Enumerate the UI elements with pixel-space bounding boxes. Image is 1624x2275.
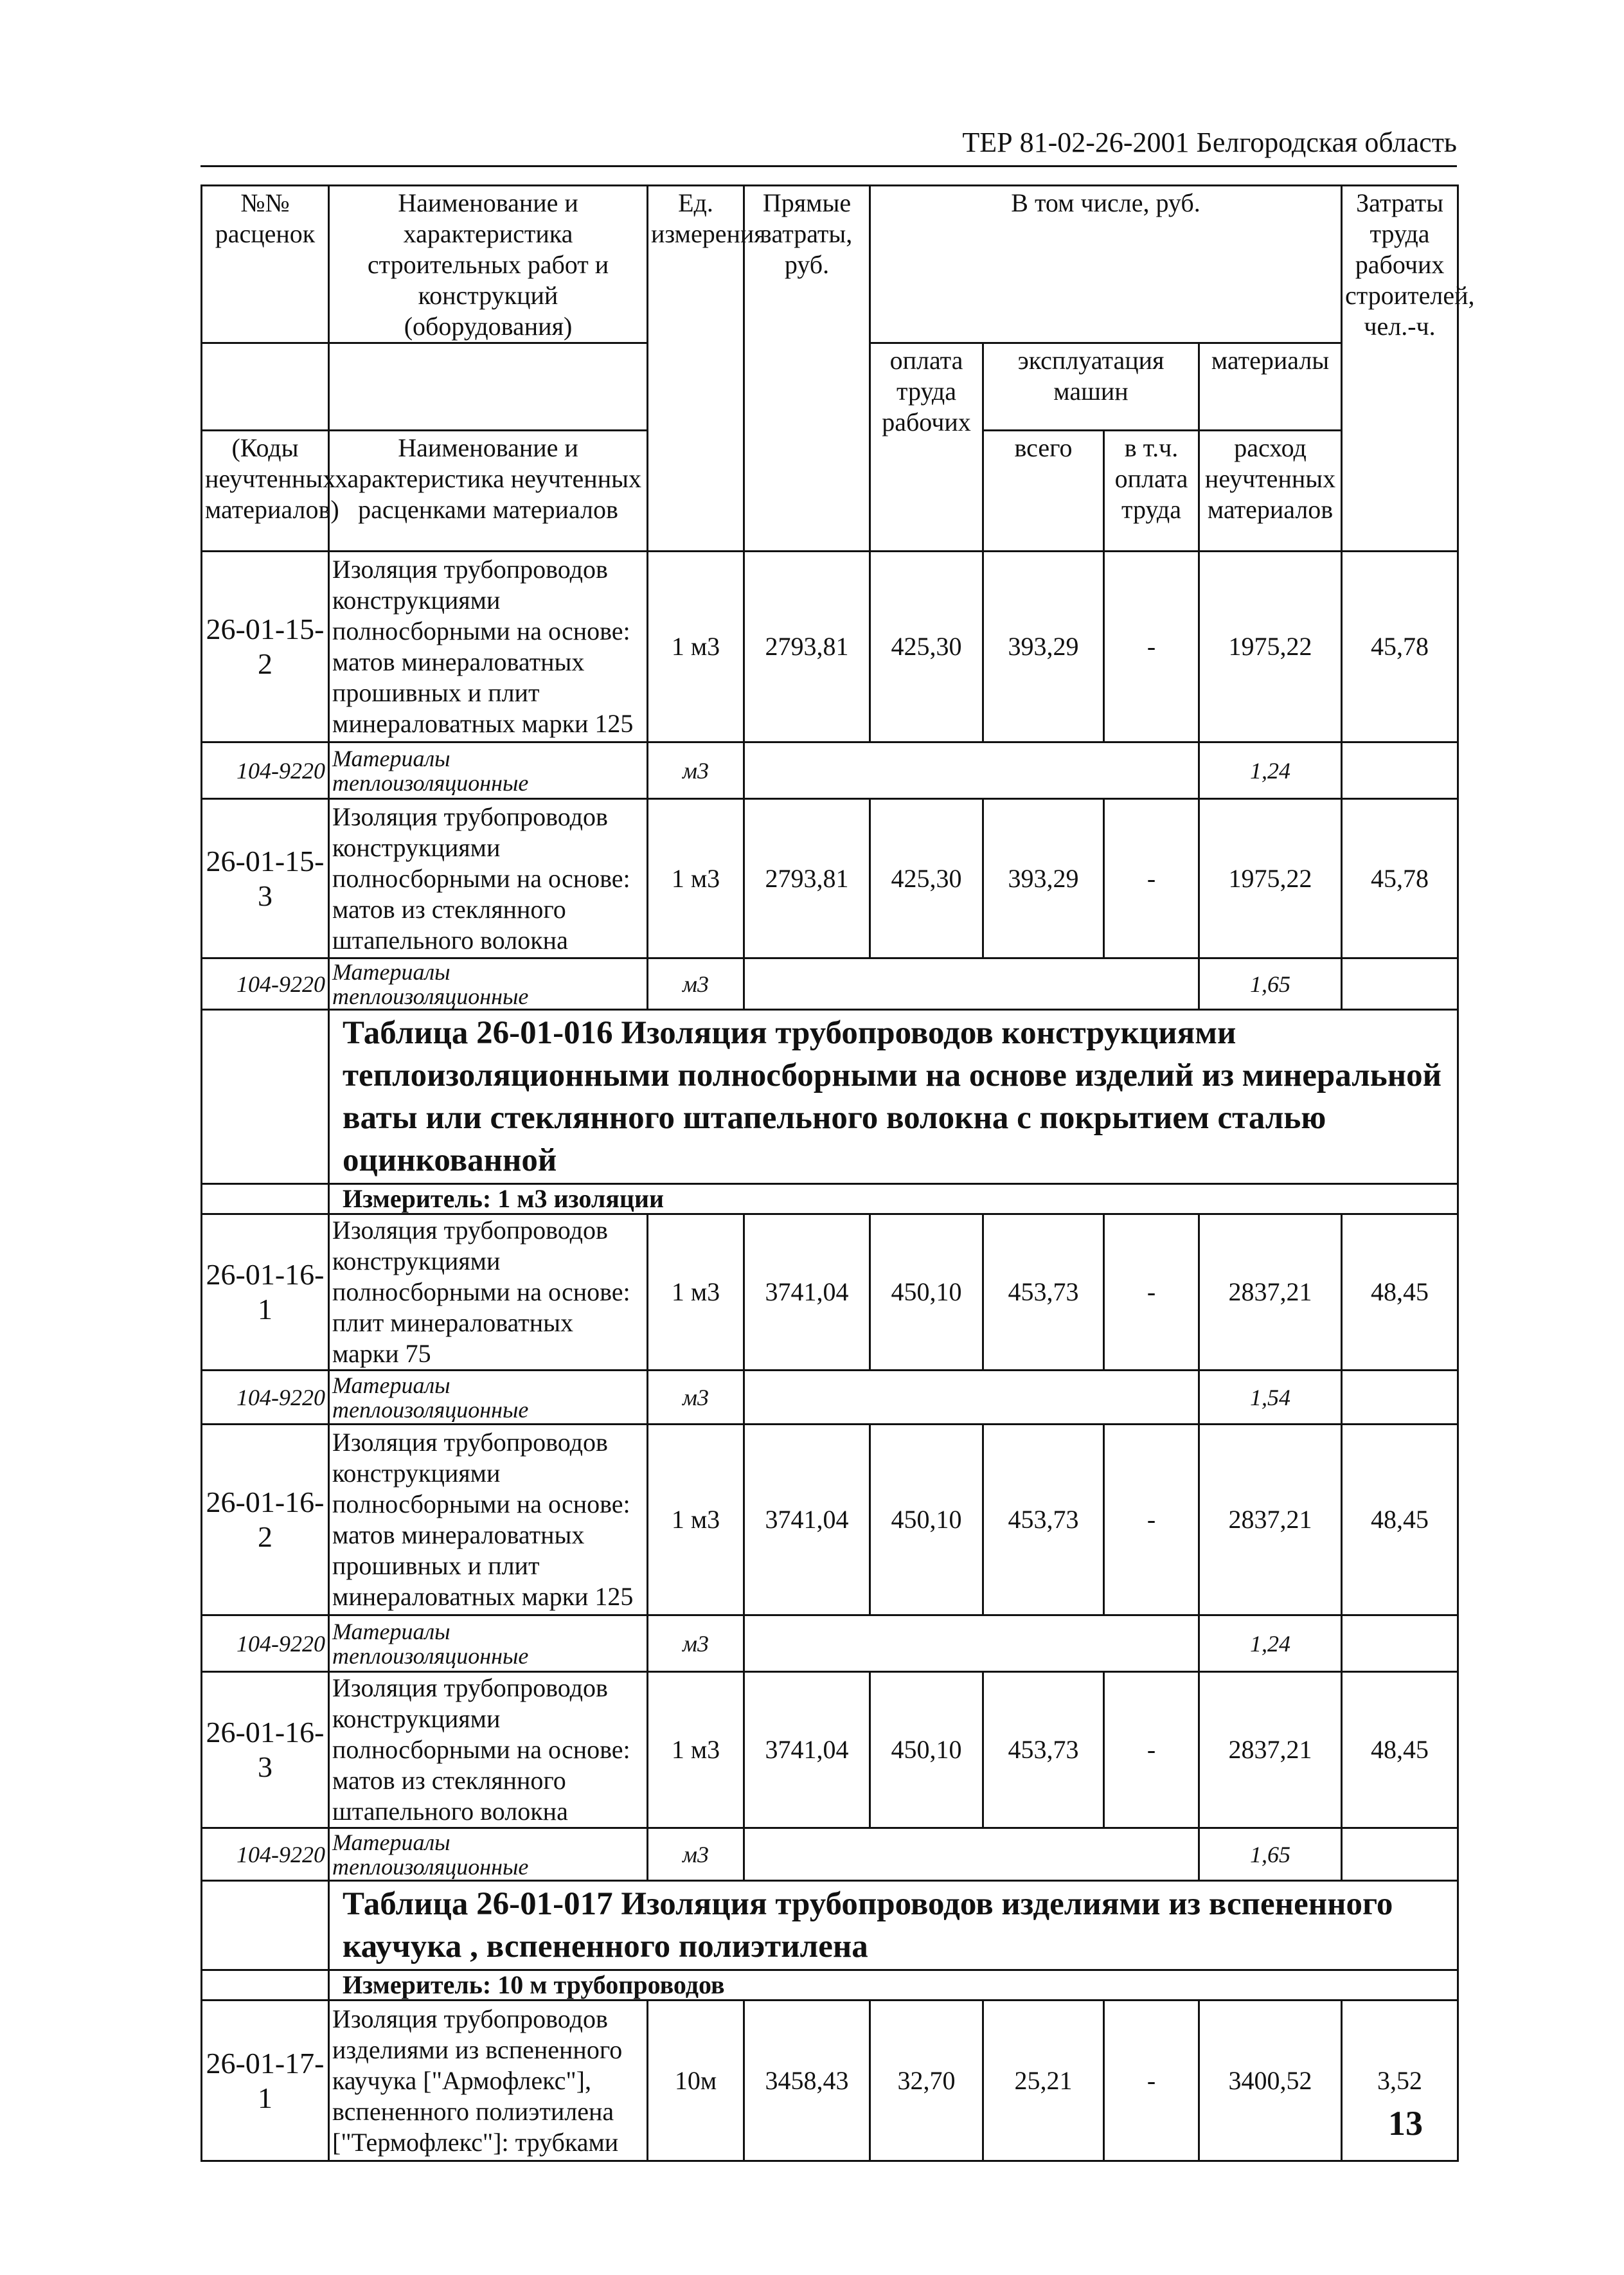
material-code: 104-9220 [202, 1371, 329, 1425]
rate-materials: 1975,22 [1199, 552, 1342, 742]
header-machine-labor: в т.ч. оплата труда [1104, 431, 1199, 552]
material-empty-span [744, 742, 1199, 799]
rate-machine-labor: - [1104, 1672, 1199, 1828]
material-unit: м3 [648, 742, 744, 799]
material-empty-cell [1342, 1615, 1458, 1672]
rate-unit: 1 м3 [648, 1425, 744, 1615]
rate-row [202, 1425, 1458, 1615]
rate-machine-total: 453,73 [983, 1214, 1104, 1371]
rate-name: Изоляция трубопроводов конструкциями полносборными на основе: матов из стеклянного штапельного волокна [329, 1672, 648, 1828]
material-name: Материалы теплоизоляционные [329, 1615, 648, 1672]
rate-labor-pay: 425,30 [870, 552, 983, 742]
rate-labor-costs: 48,45 [1342, 1425, 1458, 1615]
document-title: ТЕР 81-02-26-2001 Белгородская область [962, 127, 1457, 158]
section-meter-row [202, 1184, 1458, 1214]
material-unit: м3 [648, 1615, 744, 1672]
material-empty-span [744, 958, 1199, 1010]
rate-code: 26-01-16-1 [202, 1214, 329, 1371]
rate-labor-pay: 450,10 [870, 1425, 983, 1615]
rate-labor-costs: 45,78 [1342, 799, 1458, 958]
material-quantity: 1,65 [1199, 958, 1342, 1010]
material-quantity: 1,54 [1199, 1371, 1342, 1425]
material-empty-cell [1342, 958, 1458, 1010]
rate-unit: 10м [648, 2001, 744, 2161]
rate-materials: 1975,22 [1199, 799, 1342, 958]
rate-labor-costs: 45,78 [1342, 552, 1458, 742]
material-row [202, 958, 1458, 1010]
material-quantity: 1,24 [1199, 742, 1342, 799]
rate-unit: 1 м3 [648, 799, 744, 958]
section-code-empty [202, 1881, 329, 1970]
section-title: Таблица 26-01-017 Изоляция трубопроводов изделиями из вспененного каучука , вспененного полиэтилена [329, 1881, 1458, 1970]
material-unit: м3 [648, 1828, 744, 1881]
rate-row [202, 1214, 1458, 1371]
material-name: Материалы теплоизоляционные [329, 1828, 648, 1881]
rate-unit: 1 м3 [648, 552, 744, 742]
rate-labor-pay: 450,10 [870, 1672, 983, 1828]
material-empty-span [744, 1615, 1199, 1672]
rate-machine-total: 453,73 [983, 1672, 1104, 1828]
rate-row [202, 799, 1458, 958]
header-direct-costs: Прямые затраты, руб. [744, 186, 870, 552]
header-name-spacer [329, 343, 648, 431]
header-rule [201, 165, 1457, 167]
rate-materials: 2837,21 [1199, 1214, 1342, 1371]
rate-unit: 1 м3 [648, 1214, 744, 1371]
material-name: Материалы теплоизоляционные [329, 1371, 648, 1425]
rate-code: 26-01-16-2 [202, 1425, 329, 1615]
section-code-empty [202, 1010, 329, 1184]
material-quantity: 1,65 [1199, 1828, 1342, 1881]
rate-row [202, 2001, 1458, 2161]
material-name: Материалы теплоизоляционные [329, 742, 648, 799]
meter-code-empty [202, 1970, 329, 2001]
material-empty-span [744, 1371, 1199, 1425]
rate-name: Изоляция трубопроводов конструкциями полносборными на основе: матов минераловатных прошивных и плит минераловатных марки 125 [329, 1425, 648, 1615]
material-empty-cell [1342, 742, 1458, 799]
rate-machine-labor: - [1104, 799, 1199, 958]
header-materials: материалы [1199, 343, 1342, 431]
meter-code-empty [202, 1184, 329, 1214]
section-title-row [202, 1881, 1458, 1970]
material-code: 104-9220 [202, 1615, 329, 1672]
material-empty-cell [1342, 1828, 1458, 1881]
rate-machine-labor: - [1104, 2001, 1199, 2161]
header-name: Наименование и характеристика строительных работ и конструкций (оборудования) [329, 186, 648, 343]
material-row [202, 742, 1458, 799]
rate-direct-costs: 3741,04 [744, 1425, 870, 1615]
material-name: Материалы теплоизоляционные [329, 958, 648, 1010]
section-meter-row [202, 1970, 1458, 2001]
header-code: №№ расценок [202, 186, 329, 343]
material-code: 104-9220 [202, 1828, 329, 1881]
header-labor-pay: оплата труда рабочих [870, 343, 983, 552]
rate-machine-total: 393,29 [983, 552, 1104, 742]
rate-labor-pay: 450,10 [870, 1214, 983, 1371]
section-meter: Измеритель: 10 м трубопроводов [329, 1970, 1458, 2001]
rate-code: 26-01-17-1 [202, 2001, 329, 2161]
header-unaccounted-materials: расход неучтенных материалов [1199, 431, 1342, 552]
material-empty-cell [1342, 1371, 1458, 1425]
rate-materials: 3400,52 [1199, 2001, 1342, 2161]
material-unit: м3 [648, 958, 744, 1010]
material-unit: м3 [648, 1371, 744, 1425]
rate-labor-costs: 3,52 [1342, 2001, 1458, 2161]
rate-direct-costs: 2793,81 [744, 552, 870, 742]
header-material-names: Наименование и характеристика неучтенных расценками материалов [329, 431, 648, 552]
rates-table [201, 184, 1475, 2162]
rate-machine-total: 393,29 [983, 799, 1104, 958]
rate-direct-costs: 2793,81 [744, 799, 870, 958]
material-empty-span [744, 1828, 1199, 1881]
rate-code: 26-01-15-2 [202, 552, 329, 742]
rate-machine-total: 25,21 [983, 2001, 1104, 2161]
rate-materials: 2837,21 [1199, 1425, 1342, 1615]
rate-name: Изоляция трубопроводов конструкциями полносборными на основе: матов из стеклянного штапельного волокна [329, 799, 648, 958]
rate-name: Изоляция трубопроводов конструкциями полносборными на основе: матов минераловатных прошивных и плит минераловатных марки 125 [329, 552, 648, 742]
section-title-row [202, 1010, 1458, 1184]
rate-materials: 2837,21 [1199, 1672, 1342, 1828]
header-unit: Ед. измерения [648, 186, 744, 552]
rate-name: Изоляция трубопроводов конструкциями полносборными на основе: плит минераловатных марки 75 [329, 1214, 648, 1371]
rate-direct-costs: 3741,04 [744, 1672, 870, 1828]
rate-machine-labor: - [1104, 1214, 1199, 1371]
rate-labor-pay: 32,70 [870, 2001, 983, 2161]
rate-labor-costs: 48,45 [1342, 1672, 1458, 1828]
header-machine-operation: эксплуатация машин [983, 343, 1199, 431]
rate-machine-total: 453,73 [983, 1425, 1104, 1615]
rate-row [202, 1672, 1458, 1828]
section-title: Таблица 26-01-016 Изоляция трубопроводов конструкциями теплоизоляционными полносборными на основе изделий из минеральной ваты или стеклянного штапельного волокна с покрытием сталью оцинкованной [329, 1010, 1458, 1184]
material-row [202, 1615, 1458, 1672]
rate-machine-labor: - [1104, 552, 1199, 742]
header-labor-costs: Затраты труда рабочих строителей, чел.-ч. [1342, 186, 1458, 552]
rate-direct-costs: 3741,04 [744, 1214, 870, 1371]
material-quantity: 1,24 [1199, 1615, 1342, 1672]
section-meter: Измеритель: 1 м3 изоляции [329, 1184, 1458, 1214]
rate-code: 26-01-15-3 [202, 799, 329, 958]
page-number: 13 [1388, 2104, 1423, 2143]
header-including: В том числе, руб. [870, 186, 1342, 343]
rate-unit: 1 м3 [648, 1672, 744, 1828]
rate-name: Изоляция трубопроводов изделиями из вспененного каучука ["Армофлекс"], вспененного полиэтилена ["Термофлекс"]: трубками [329, 2001, 648, 2161]
header-machine-total: всего [983, 431, 1104, 552]
rate-row [202, 552, 1458, 742]
rate-labor-costs: 48,45 [1342, 1214, 1458, 1371]
header-code-spacer [202, 343, 329, 431]
material-code: 104-9220 [202, 742, 329, 799]
rate-labor-pay: 425,30 [870, 799, 983, 958]
rate-code: 26-01-16-3 [202, 1672, 329, 1828]
rate-machine-labor: - [1104, 1425, 1199, 1615]
material-row [202, 1828, 1458, 1881]
rate-direct-costs: 3458,43 [744, 2001, 870, 2161]
material-row [202, 1371, 1458, 1425]
header-material-codes: (Коды неучтенных материалов) [202, 431, 329, 552]
material-code: 104-9220 [202, 958, 329, 1010]
